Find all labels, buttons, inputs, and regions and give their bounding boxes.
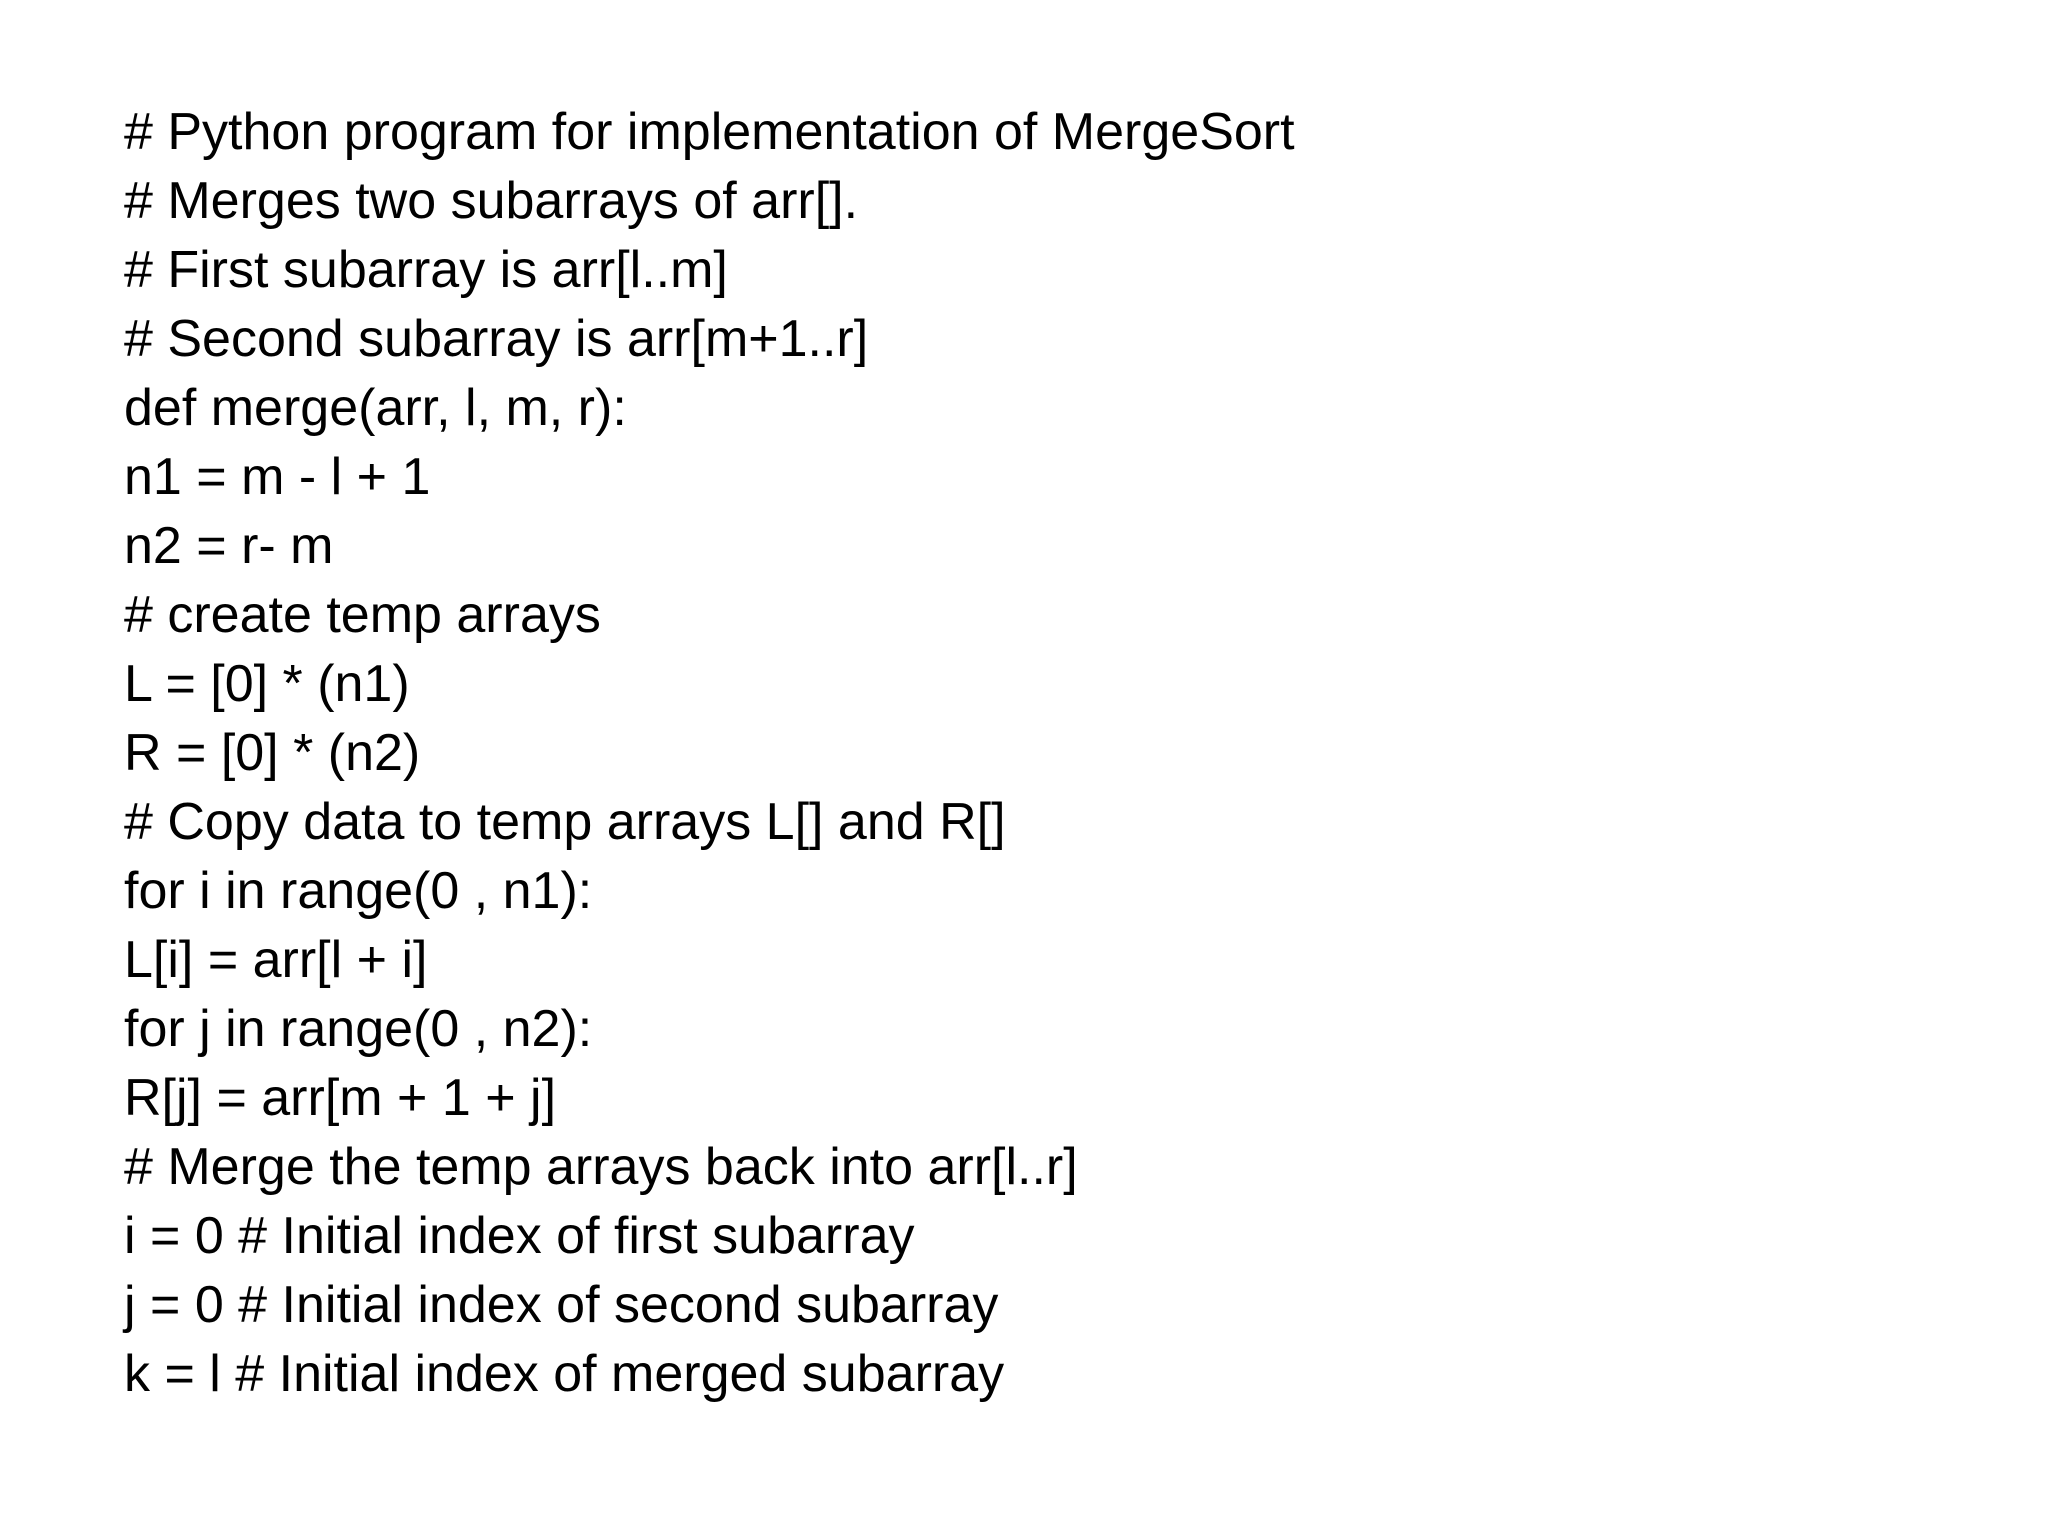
code-line-comment-temp-arrays: # create temp arrays <box>124 586 601 644</box>
code-line-comment-second-subarray: # Second subarray is arr[m+1..r] <box>124 310 869 368</box>
code-line-def-merge: def merge(arr, l, m, r): <box>124 379 627 437</box>
code-line-for-i: for i in range(0 , n1): <box>124 862 593 920</box>
code-line-n1: n1 = m - l + 1 <box>124 448 431 506</box>
code-line-n2: n2 = r- m <box>124 517 334 575</box>
code-line-L-assign: L[i] = arr[l + i] <box>124 931 428 989</box>
code-line-comment-title: # Python program for implementation of MergeSort <box>124 103 1295 161</box>
code-line-k-init: k = l # Initial index of merged subarray <box>124 1345 1005 1403</box>
code-line-R-init: R = [0] * (n2) <box>124 724 421 782</box>
code-line-for-j: for j in range(0 , n2): <box>124 1000 593 1058</box>
code-line-i-init: i = 0 # Initial index of first subarray <box>124 1207 915 1265</box>
code-line-j-init: j = 0 # Initial index of second subarray <box>124 1276 999 1334</box>
code-line-comment-merges: # Merges two subarrays of arr[]. <box>124 172 859 230</box>
code-line-comment-copy-data: # Copy data to temp arrays L[] and R[] <box>124 793 1006 851</box>
code-text-block <box>124 98 1984 1409</box>
code-line-R-assign: R[j] = arr[m + 1 + j] <box>124 1069 557 1127</box>
code-line-L-init: L = [0] * (n1) <box>124 655 410 713</box>
code-line-comment-merge-back: # Merge the temp arrays back into arr[l..r] <box>124 1138 1078 1196</box>
code-line-comment-first-subarray: # First subarray is arr[l..m] <box>124 241 728 299</box>
